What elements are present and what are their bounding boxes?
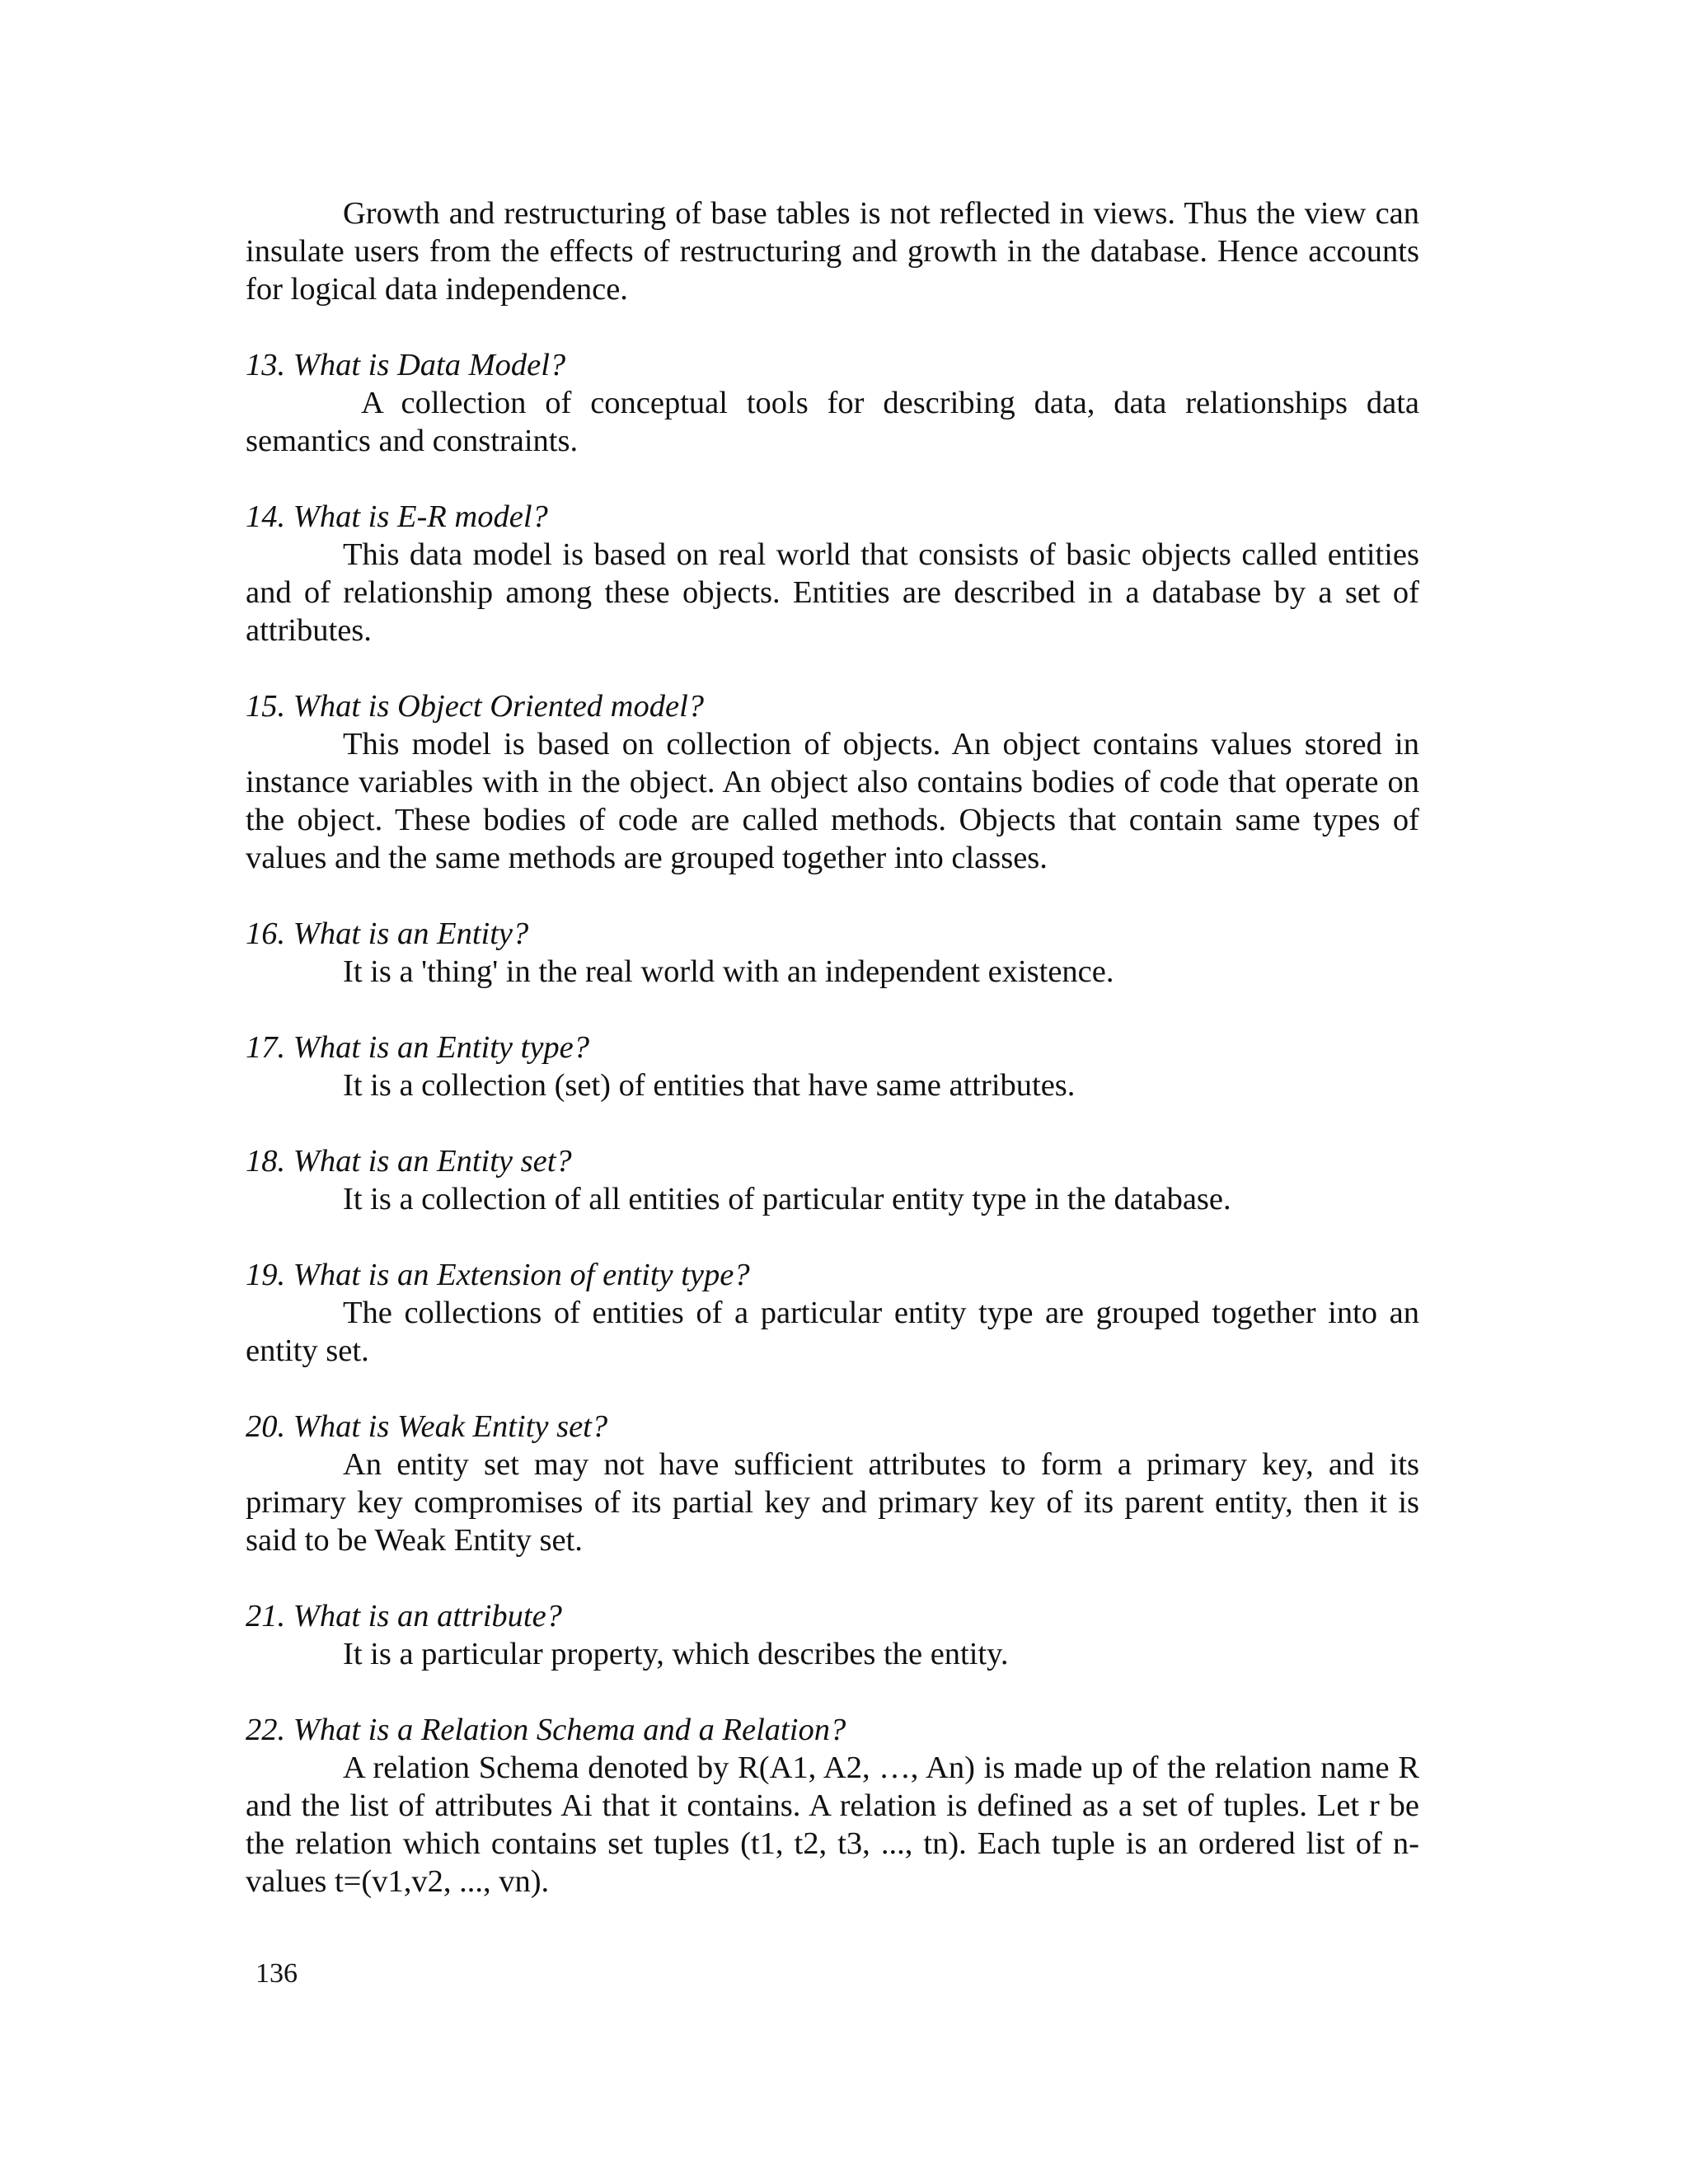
qa-item-22 bbox=[246, 1711, 1419, 1900]
answer-paragraph: It is a 'thing' in the real world with an independent existence. bbox=[343, 954, 1114, 989]
qa-item-13 bbox=[246, 346, 1419, 460]
answer-paragraph: It is a collection (set) of entities that have same attributes. bbox=[343, 1068, 1076, 1103]
intro-paragraph: Growth and restructuring of base tables is not reflected in views. Thus the view can insulate users from the effects of restructuring and growth in the database. Hence accounts for logical data independence. bbox=[246, 196, 1419, 307]
answer-paragraph: A collection of conceptual tools for describing data, data relationships data semantics and constraints. bbox=[246, 386, 1419, 458]
page-number: 136 bbox=[256, 1958, 298, 1989]
qa-item-15 bbox=[246, 687, 1419, 877]
answer-paragraph: An entity set may not have sufficient attributes to form a primary key, and its primary key compromises of its partial key and primary key of its parent entity, then it is said to be Weak Entity set. bbox=[246, 1447, 1419, 1558]
answer-paragraph: A relation Schema denoted by R(A1, A2, …, An) is made up of the relation name R and the list of attributes Ai that it contains. A relation is defined as a set of tuples. Let r be the relation which contains set tuples (t1, t2, t3, ..., tn). Each tuple is an ordered list of n-values t=(v1,v2, ..., vn). bbox=[246, 1750, 1419, 1899]
answer-paragraph: It is a particular property, which describes the entity. bbox=[343, 1637, 1009, 1671]
qa-item-18 bbox=[246, 1142, 1419, 1218]
document-page bbox=[246, 194, 1419, 1900]
question-heading: 15. What is Object Oriented model? bbox=[246, 689, 705, 724]
question-heading: 13. What is Data Model? bbox=[246, 348, 566, 382]
question-heading: 19. What is an Extension of entity type? bbox=[246, 1258, 750, 1292]
qa-item-14 bbox=[246, 498, 1419, 649]
question-heading: 16. What is an Entity? bbox=[246, 916, 529, 951]
qa-item-19 bbox=[246, 1256, 1419, 1370]
question-heading: 20. What is Weak Entity set? bbox=[246, 1409, 608, 1444]
question-heading: 17. What is an Entity type? bbox=[246, 1030, 590, 1065]
answer-paragraph: This model is based on collection of objects. An object contains values stored in instance variables with in the object. An object also contains bodies of code that operate on the object. These bodies of code are called methods. Objects that contain same types of values and the same methods are grouped together into classes. bbox=[246, 727, 1419, 875]
answer-paragraph: It is a collection of all entities of particular entity type in the database. bbox=[343, 1182, 1231, 1216]
question-heading: 21. What is an attribute? bbox=[246, 1599, 562, 1633]
qa-item-16 bbox=[246, 915, 1419, 991]
qa-item-21 bbox=[246, 1597, 1419, 1673]
question-heading: 22. What is a Relation Schema and a Relation? bbox=[246, 1713, 846, 1747]
question-heading: 14. What is E-R model? bbox=[246, 499, 548, 534]
question-heading: 18. What is an Entity set? bbox=[246, 1144, 572, 1179]
answer-paragraph: This data model is based on real world that consists of basic objects called entities and of relationship among these objects. Entities are described in a database by a set of attributes. bbox=[246, 537, 1419, 648]
answer-paragraph: The collections of entities of a particular entity type are grouped together into an entity set. bbox=[246, 1296, 1419, 1368]
qa-item-17 bbox=[246, 1029, 1419, 1104]
qa-item-20 bbox=[246, 1408, 1419, 1559]
